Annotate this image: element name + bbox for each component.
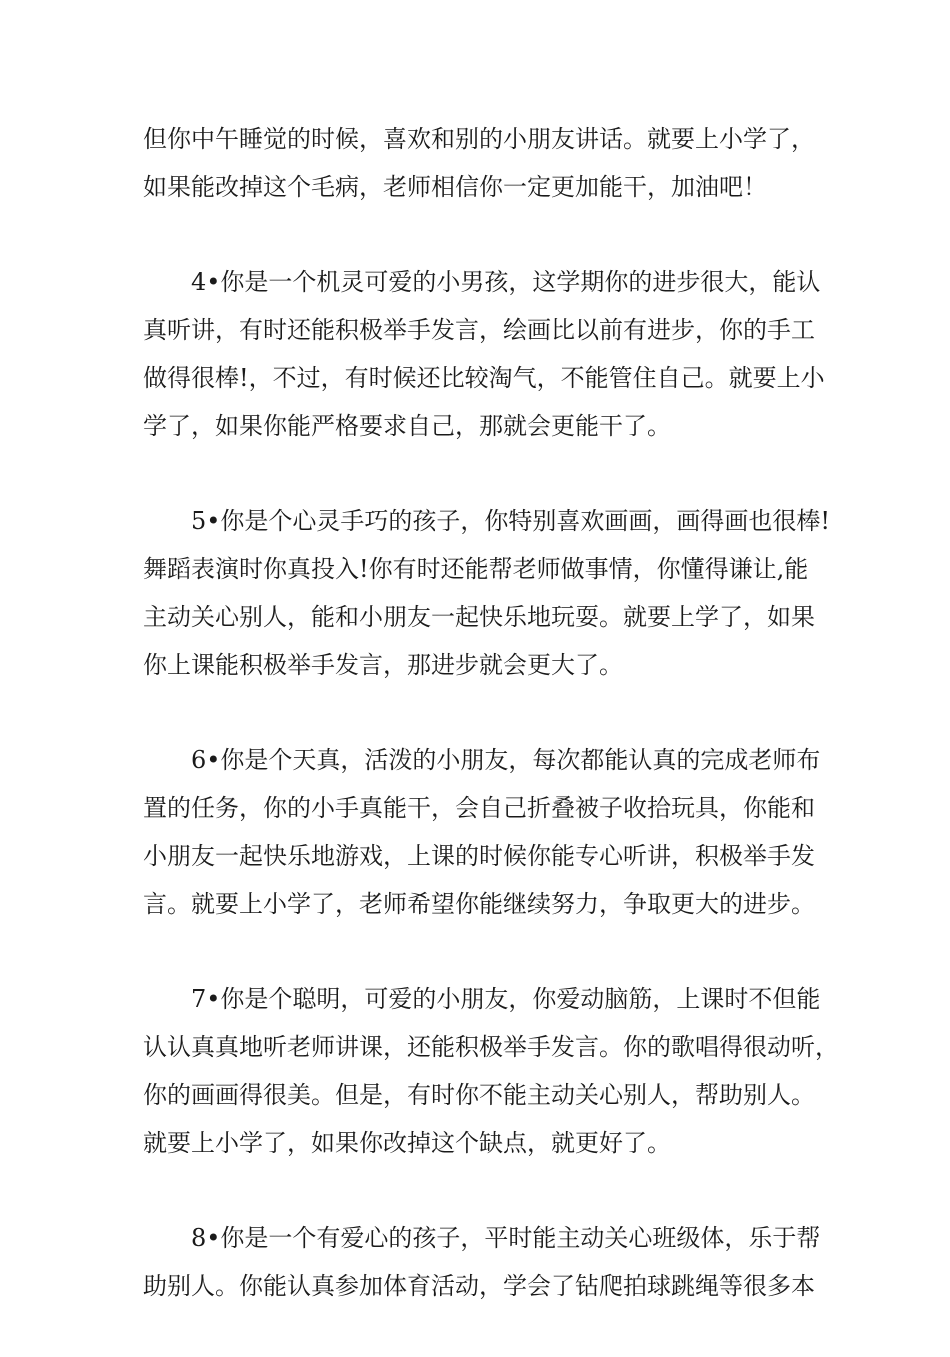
text-line: 5•你是个心灵手巧的孩子，你特别喜欢画画，画得画也很棒! bbox=[191, 507, 831, 535]
paragraph-comment-4 bbox=[143, 258, 823, 450]
text-line: 6•你是个天真，活泼的小朋友，每次都能认真的完成老师布 bbox=[191, 746, 821, 774]
text-line: 7•你是个聪明，可爱的小朋友，你爱动脑筋，上课时不但能 bbox=[191, 985, 821, 1013]
text-line: 小朋友一起快乐地游戏，上课的时候你能专心听讲，积极举手发 bbox=[143, 842, 815, 870]
text-line: 就要上小学了，如果你改掉这个缺点，就更好了。 bbox=[143, 1129, 671, 1157]
text-line: 你上课能积极举手发言，那进步就会更大了。 bbox=[143, 651, 623, 679]
document-body bbox=[143, 115, 839, 1357]
text-line: 主动关心别人，能和小朋友一起快乐地玩耍。就要上学了，如果 bbox=[143, 603, 815, 631]
text-line: 认认真真地听老师讲课，还能积极举手发言。你的歌唱得很动听， bbox=[143, 1033, 839, 1061]
paragraph-comment-7 bbox=[143, 975, 839, 1167]
paragraph-comment-8 bbox=[143, 1214, 823, 1310]
paragraph-continuation bbox=[143, 115, 823, 211]
text-line: 做得很棒!，不过，有时候还比较淘气，不能管住自己。就要上小 bbox=[143, 364, 825, 392]
text-line: 学了，如果你能严格要求自己，那就会更能干了。 bbox=[143, 412, 671, 440]
paragraph-comment-5 bbox=[143, 497, 831, 689]
text-line: 8•你是一个有爱心的孩子，平时能主动关心班级体，乐于帮 bbox=[191, 1224, 821, 1252]
text-line: 你的画画得很美。但是，有时你不能主动关心别人，帮助别人。 bbox=[143, 1081, 815, 1109]
text-line: 置的任务，你的小手真能干，会自己折叠被子收拾玩具，你能和 bbox=[143, 794, 815, 822]
text-line: 舞蹈表演时你真投入!你有时还能帮老师做事情，你懂得谦让,能 bbox=[143, 555, 809, 583]
paragraph-comment-6 bbox=[143, 736, 823, 928]
text-line: 助别人。你能认真参加体育活动，学会了钻爬拍球跳绳等很多本 bbox=[143, 1272, 815, 1300]
text-line: 言。就要上小学了，老师希望你能继续努力，争取更大的进步。 bbox=[143, 890, 815, 918]
text-line: 真听讲，有时还能积极举手发言，绘画比以前有进步，你的手工 bbox=[143, 316, 815, 344]
text-line: 但你中午睡觉的时候，喜欢和别的小朋友讲话。就要上小学了， bbox=[143, 125, 815, 153]
text-line: 如果能改掉这个毛病，老师相信你一定更加能干，加油吧！ bbox=[143, 173, 767, 201]
text-line: 4•你是一个机灵可爱的小男孩，这学期你的进步很大，能认 bbox=[191, 268, 821, 296]
